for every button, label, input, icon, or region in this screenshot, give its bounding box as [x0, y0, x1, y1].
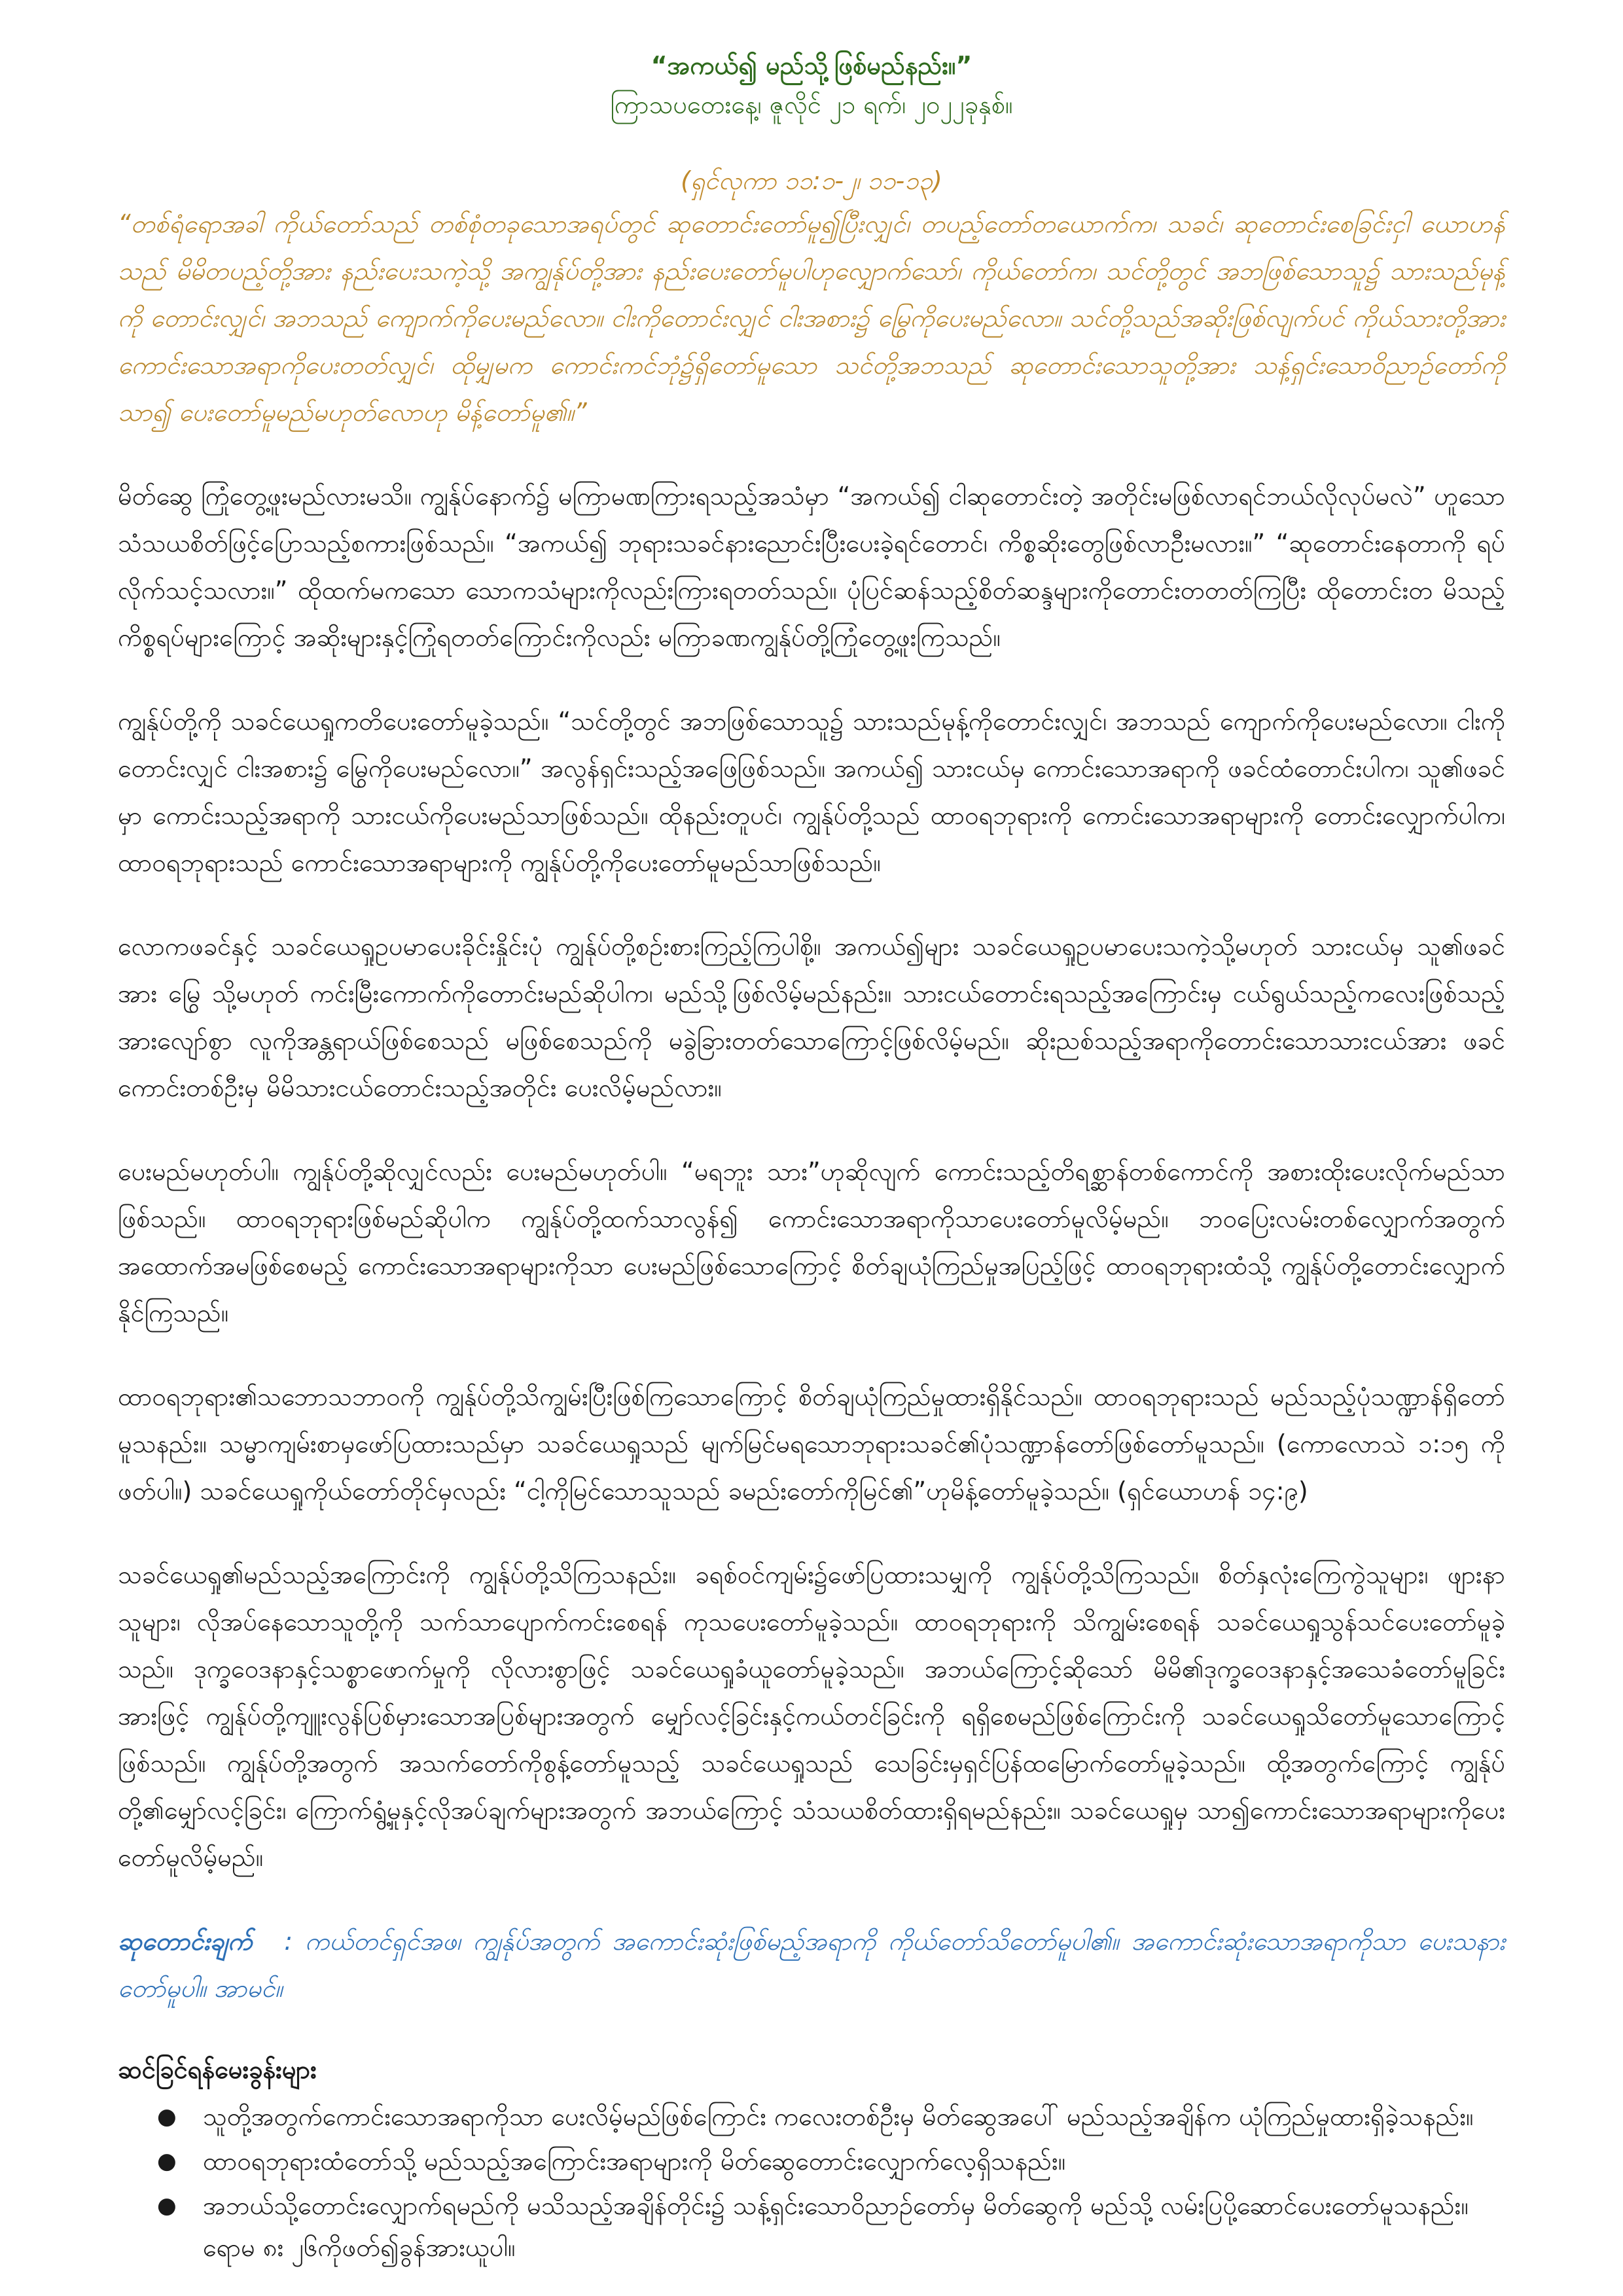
body-paragraph-4: ပေးမည်မဟုတ်ပါ။ ကျွန်ုပ်တို့ဆိုလျှင်လည်း ပေးမည်မဟုတ်ပါ။ “မရဘူး သား”ဟုဆိုလျက် ကောင်းသည့်တိရစ္ဆာန်တစ်ကောင်ကို အစားထိုးပေးလိုက်မည်သာ ဖြစ်သည်။ ထာဝရဘုရားဖြစ်မည်ဆိုပါက ကျွန်ုပ်တို့ထက်သာလွန်၍ ကောင်းသောအရာကိုသာပေးတော်မူလိမ့်မည်။ ဘဝပြေးလမ်းတစ်လျှောက်အတွက် အထောက်အမဖြစ်စေမည့် ကောင်းသောအရာများကိုသာ ပေးမည်ဖြစ်သောကြောင့် စိတ်ချယုံကြည်မှုအပြည့်ဖြင့် ထာဝရဘုရားထံသို့ ကျွန်ုပ်တို့တောင်းလျှောက် နိုင်ကြသည်။	[118, 1157, 1505, 1327]
devotional-page	[118, 46, 1505, 2271]
body-paragraph-5: ထာဝရဘုရား၏သဘောသဘာဝကို ကျွန်ုပ်တို့သိကျွမ်းပြီးဖြစ်ကြသောကြောင့် စိတ်ချယုံကြည်မှုထားရှိနိုင်သည်။ ထာဝရဘုရားသည် မည်သည့်ပုံသဏ္ဍာန်ရှိတော် မူသနည်း။ သမ္မာကျမ်းစာမှဖော်ပြထားသည်မှာ သခင်ယေရှုသည် မျက်မြင်မရသောဘုရားသခင်၏ပုံသဏ္ဍာန်တော်ဖြစ်တော်မူသည်။ (ကောလောသဲ ၁:၁၅ ကိုဖတ်ပါ။) သခင်ယေရှုကိုယ်တော်တိုင်မှလည်း “ငါ့ကိုမြင်သောသူသည် ခမည်းတော်ကိုမြင်၏”ဟုမိန့်တော်မူခဲ့သည်။ (ရှင်ယောဟန် ၁၄:၉)	[118, 1382, 1505, 1505]
bullet-icon: ●	[157, 2104, 177, 2130]
bullet-icon: ●	[157, 2193, 177, 2219]
prayer-label: ဆုတောင်းချက်	[118, 1927, 253, 1956]
questions-heading: ဆင်ခြင်ရန်မေးခွန်းများ	[118, 2055, 317, 2084]
questions-list	[118, 2096, 1505, 2269]
body-paragraph-2: ကျွန်ုပ်တို့ကို သခင်ယေရှုကတိပေးတော်မူခဲ့သည်။ “သင်တို့တွင် အဘဖြစ်သောသူ၌ သားသည်မုန့်ကိုတောင်းလျှင်၊ အဘသည် ကျောက်ကိုပေးမည်လော။ ငါးကို တောင်းလျှင် ငါးအစား၌ မြွေကိုပေးမည်လော။” အလွန်ရှင်းသည့်အဖြေဖြစ်သည်။ အကယ်၍ သားငယ်မှ ကောင်းသောအရာကို ဖခင်ထံတောင်းပါက၊ သူ၏ဖခင် မှာ ကောင်းသည့်အရာကို သားငယ်ကိုပေးမည်သာဖြစ်သည်။ ထိုနည်းတူပင်၊ ကျွန်ုပ်တို့သည် ထာဝရဘုရားကို ကောင်းသောအရာများကို တောင်းလျှောက်ပါက၊ ထာဝရဘုရားသည် ကောင်းသောအရာများကို ကျွန်ုပ်တို့ကိုပေးတော်မူမည်သာဖြစ်သည်။	[118, 707, 1505, 877]
list-item	[157, 2140, 1505, 2182]
prayer-block	[118, 1918, 1505, 2012]
body-paragraph-3: လောကဖခင်နှင့် သခင်ယေရှုဥပမာပေးခိုင်းနှိုင်းပုံ ကျွန်ုပ်တို့စဉ်းစားကြည့်ကြပါစို့။ အကယ်၍များ သခင်ယေရှုဥပမာပေးသကဲ့သို့မဟုတ် သားငယ်မှ သူ၏ဖခင်အား မြွေ သို့မဟုတ် ကင်းမြီးကောက်ကိုတောင်းမည်ဆိုပါက၊ မည်သို့ဖြစ်လိမ့်မည်နည်း။ သားငယ်တောင်းရသည့်အကြောင်းမှ ငယ်ရွယ်သည့်ကလေးဖြစ်သည့် အားလျော်စွာ လူကိုအန္တရာယ်ဖြစ်စေသည် မဖြစ်စေသည်ကို မခွဲခြားတတ်သောကြောင့်ဖြစ်လိမ့်မည်။ ဆိုးညစ်သည့်အရာကိုတောင်းသောသားငယ်အား ဖခင်ကောင်းတစ်ဦးမှ မိမိသားငယ်တောင်းသည့်အတိုင်း ပေးလိမ့်မည်လား။	[118, 932, 1505, 1102]
bullet-icon: ●	[157, 2148, 177, 2174]
body-paragraph-1: မိတ်ဆွေ ကြုံတွေ့ဖူးမည်လားမသိ။ ကျွန်ုပ်နောက်၌ မကြာမဏကြားရသည့်အသံမှာ “အကယ်၍ ငါဆုတောင်းတဲ့ အတိုင်းမဖြစ်လာရင်ဘယ်လိုလုပ်မလဲ” ဟူသော သံသယစိတ်ဖြင့်ပြောသည့်စကားဖြစ်သည်။ “အကယ်၍ ဘုရားသခင်နားညောင်းပြီးပေးခဲ့ရင်တောင်၊ ကိစ္စဆိုးတွေဖြစ်လာဦးမလား။” “ဆုတောင်းနေတာကို ရပ်လိုက်သင့်သလား။” ထိုထက်မကသော သောကသံများကိုလည်းကြားရတတ်သည်။ ပုံပြင်ဆန်သည့်စိတ်ဆန္ဒများကိုတောင်းတတတ်ကြပြီး ထိုတောင်းတ မိသည့်ကိစ္စရပ်များကြောင့် အဆိုးများနှင့်ကြုံရတတ်ကြောင်းကိုလည်း မကြာခဏကျွန်ုပ်တို့ကြုံတွေ့ဖူးကြသည်။	[118, 482, 1505, 652]
scripture-reference: (ရှင်လုကာ ၁၁:၁-၂၊ ၁၁-၁၃)	[681, 166, 942, 195]
question-text: ထာဝရဘုရားထံတော်သို့ မည်သည့်အကြောင်းအရာများကို မိတ်ဆွေတောင်းလျှောက်လေ့ရှိသနည်း။	[203, 2147, 1066, 2176]
body-paragraph-6: သခင်ယေရှု၏မည်သည့်အကြောင်းကို ကျွန်ုပ်တို့သိကြသနည်း။ ခရစ်ဝင်ကျမ်း၌ဖော်ပြထားသမျှကို ကျွန်ုပ်တို့သိကြသည်။ စိတ်နှလုံးကြေကွဲသူများ၊ ဖျားနာ သူများ၊ လိုအပ်နေသောသူတို့ကို သက်သာပျောက်ကင်းစေရန် ကုသပေးတော်မူခဲ့သည်။ ထာဝရဘုရားကို သိကျွမ်းစေရန် သခင်ယေရှုသွန်သင်ပေးတော်မူခဲ့သည်။ ဒုက္ခဝေဒနာနှင့်သစ္စာဖောက်မှုကို လိုလားစွာဖြင့် သခင်ယေရှုခံယူတော်မူခဲ့သည်။ အဘယ်ကြောင့်ဆိုသော် မိမိ၏ဒုက္ခဝေဒနာနှင့်အသေခံတော်မူခြင်းအားဖြင့် ကျွန်ုပ်တို့ကျူးလွန်ပြစ်မှားသောအပြစ်များအတွက် မျှော်လင့်ခြင်းနှင့်ကယ်တင်ခြင်းကို ရရှိစေမည်ဖြစ်ကြောင်းကို သခင်ယေရှုသိတော်မူသောကြောင့်ဖြစ်သည်။ ကျွန်ုပ်တို့အတွက် အသက်တော်ကိုစွန့်တော်မူသည့် သခင်ယေရှုသည် သေခြင်းမှရှင်ပြန်ထမြောက်တော်မူခဲ့သည်။ ထို့အတွက်ကြောင့် ကျွန်ုပ်တို့၏မျှော်လင့်ခြင်း၊ ကြောက်ရွံ့မှုနှင့်လိုအပ်ချက်များအတွက် အဘယ်ကြောင့် သံသယစိတ်ထားရှိရမည်နည်း။ သခင်ယေရှုမှ သာ၍ကောင်းသောအရာများကိုပေးတော်မူလိမ့်မည်။	[118, 1560, 1505, 1872]
question-text: သူတို့အတွက်ကောင်းသောအရာကိုသာ ပေးလိမ့်မည်ဖြစ်ကြောင်း ကလေးတစ်ဦးမှ မိတ်ဆွေအပေါ် မည်သည့်အချိန်က ယုံကြည်မှုထားရှိခဲ့သနည်း။	[203, 2102, 1474, 2131]
page-title: “အကယ်၍ မည်သို့ဖြစ်မည်နည်း။”	[651, 51, 972, 80]
prayer-text: : ကယ်တင်ရှင်အဖ၊ ကျွန်ုပ်အတွက် အကောင်းဆုံးဖြစ်မည့်အရာကို ကိုယ်တော်သိတော်မူပါ၏။ အကောင်းဆုံးသောအရာကိုသာ ပေးသနားတော်မူပါ။ အာမင်။	[118, 1927, 1505, 2003]
list-item	[157, 2185, 1505, 2269]
list-item	[157, 2096, 1505, 2138]
page-date: ကြာသပတေးနေ့၊ ဇူလိုင် ၂၁ ရက်၊ ၂၀၂၂ခုနှစ်။	[610, 90, 1013, 119]
question-text: အဘယ်သို့တောင်းလျှောက်ရမည်ကို မသိသည့်အချိန်တိုင်း၌ သန့်ရှင်းသောဝိညာဉ်တော်မှ မိတ်ဆွေကို မည်သို့ လမ်းပြပို့ဆောင်ပေးတော်မူသနည်း။ ရောမ ၈း ၂၆ကိုဖတ်၍ခွန်အားယူပါ။	[203, 2191, 1469, 2262]
scripture-text: “တစ်ရံရောအခါ ကိုယ်တော်သည် တစ်စုံတခုသောအရပ်တွင် ဆုတောင်းတော်မူ၍ပြီးလျှင်၊ တပည့်တော်တယောက်က၊ သခင်၊ ဆုတောင်းစေခြင်းငှါ ယောဟန်သည် မိမိတပည့်တို့အား နည်းပေးသကဲ့သို့ အကျွန်ုပ်တို့အား နည်းပေးတော်မူပါဟုလျှောက်သော်၊ ကိုယ်တော်က၊ သင်တို့တွင် အဘဖြစ်သောသူ၌ သားသည်မုန့်ကို တောင်းလျှင်၊ အဘသည် ကျောက်ကိုပေးမည်လော။ ငါးကိုတောင်းလျှင် ငါးအစား၌ မြွေကိုပေးမည်လော။ သင်တို့သည်အဆိုးဖြစ်လျက်ပင် ကိုယ်သားတို့အား ကောင်းသောအရာကိုပေးတတ်လျှင်၊ ထိုမျှမက ကောင်းကင်ဘုံ၌ရှိတော်မူသော သင်တို့အဘသည် ဆုတောင်းသောသူတို့အား သန့်ရှင်းသောဝိညာဉ်တော်ကို သာ၍ ပေးတော်မူမည်မဟုတ်လောဟု မိန့်တော်မူ၏။”	[118, 209, 1505, 427]
